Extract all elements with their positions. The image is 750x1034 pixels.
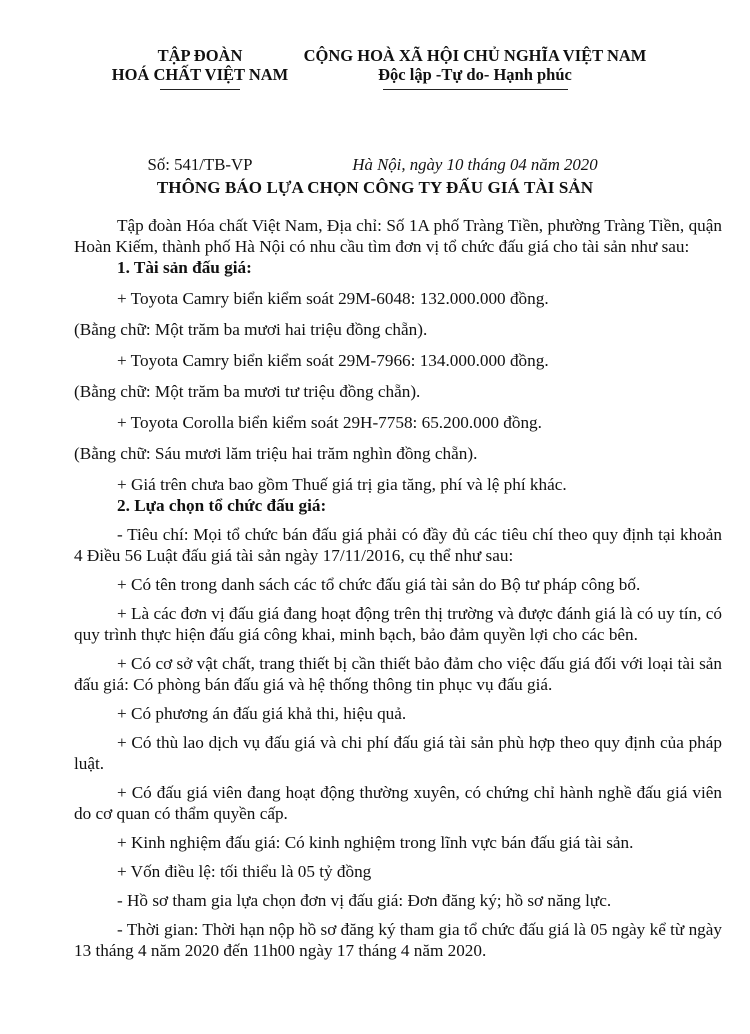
motto-underline — [383, 89, 568, 90]
document-body — [74, 215, 722, 961]
document-title: THÔNG BÁO LỰA CHỌN CÔNG TY ĐẤU GIÁ TÀI SẢN — [156, 178, 594, 197]
asset-in-words: (Bằng chữ: Một trăm ba mươi hai triệu đồng chẵn). — [74, 320, 428, 339]
criterion-item: + Có đấu giá viên đang hoạt động thường xuyên, có chứng chỉ hành nghề đấu giá viên do cơ quan có thẩm quyền cấp. — [74, 783, 722, 823]
criterion-item: + Vốn điều lệ: tối thiểu là 05 tỷ đồng — [117, 862, 372, 881]
org-line-2: HOÁ CHẤT VIỆT NAM — [111, 65, 289, 84]
org-line-1: TẬP ĐOÀN — [157, 46, 243, 65]
criterion-item: + Có phương án đấu giá khả thi, hiệu quả. — [117, 704, 407, 723]
asset-item: + Toyota Camry biển kiểm soát 29M-7966: 134.000.000 đồng. — [117, 351, 549, 370]
asset-in-words: (Bằng chữ: Một trăm ba mươi tư triệu đồng chẵn). — [74, 382, 421, 401]
place-and-date: Hà Nội, ngày 10 tháng 04 năm 2020 — [352, 155, 598, 174]
criterion-item: + Có thù lao dịch vụ đấu giá và chi phí đấu giá tài sản phù hợp theo quy định của pháp luật. — [74, 733, 722, 773]
nation-line-1: CỘNG HOÀ XÃ HỘI CHỦ NGHĨA VIỆT NAM — [303, 46, 647, 65]
criterion-item: + Là các đơn vị đấu giá đang hoạt động trên thị trường và được đánh giá là có uy tín, có quy trình thực hiện đấu giá công khai, minh bạch, bảo đảm quyền lợi cho các bên. — [74, 604, 722, 644]
asset-in-words: (Bằng chữ: Sáu mươi lăm triệu hai trăm nghìn đồng chẵn). — [74, 444, 478, 463]
criterion-item: + Có tên trong danh sách các tổ chức đấu giá tài sản do Bộ tư pháp công bố. — [117, 575, 641, 594]
intro-paragraph: Tập đoàn Hóa chất Việt Nam, Địa chỉ: Số 1A phố Tràng Tiền, phường Tràng Tiền, quận Hoàn Kiếm, thành phố Hà Nội có nhu cầu tìm đơn vị tổ chức đấu giá cho tài sản như sau: — [74, 216, 722, 256]
criterion-item: + Có cơ sở vật chất, trang thiết bị cần thiết bảo đảm cho việc đấu giá đối với loại tài sản đấu giá: Có phòng bán đấu giá và hệ thống thông tin phục vụ đấu giá. — [74, 654, 722, 694]
org-underline — [160, 89, 240, 90]
asset-item: + Toyota Camry biển kiểm soát 29M-6048: 132.000.000 đồng. — [117, 289, 549, 308]
nation-line-2: Độc lập -Tự do- Hạnh phúc — [378, 65, 572, 84]
national-motto — [300, 46, 650, 90]
price-note: + Giá trên chưa bao gồm Thuế giá trị gia tăng, phí và lệ phí khác. — [117, 475, 567, 494]
section-2-heading: 2. Lựa chọn tổ chức đấu giá: — [117, 496, 327, 515]
section-1-heading: 1. Tài sản đấu giá: — [117, 258, 252, 277]
document-number: Số: 541/TB-VP — [147, 155, 253, 174]
criterion-item: + Kinh nghiệm đấu giá: Có kinh nghiệm trong lĩnh vực bán đấu giá tài sản. — [117, 833, 634, 852]
criteria-intro: - Tiêu chí: Mọi tổ chức bán đấu giá phải có đầy đủ các tiêu chí theo quy định tại khoản 4 Điều 56 Luật đấu giá tài sản ngày 17/11/2016, cụ thể như sau: — [74, 525, 722, 565]
issuing-organization — [100, 46, 300, 90]
submission-timeline: - Thời gian: Thời hạn nộp hồ sơ đăng ký tham gia tổ chức đấu giá là 05 ngày kể từ ngày 13 tháng 4 năm 2020 đến 11h00 ngày 17 tháng 4 năm 2020. — [74, 920, 722, 960]
dossier-requirements: - Hồ sơ tham gia lựa chọn đơn vị đấu giá: Đơn đăng ký; hồ sơ năng lực. — [117, 891, 612, 910]
document-header — [0, 46, 750, 174]
asset-item: + Toyota Corolla biển kiểm soát 29H-7758: 65.200.000 đồng. — [117, 413, 542, 432]
